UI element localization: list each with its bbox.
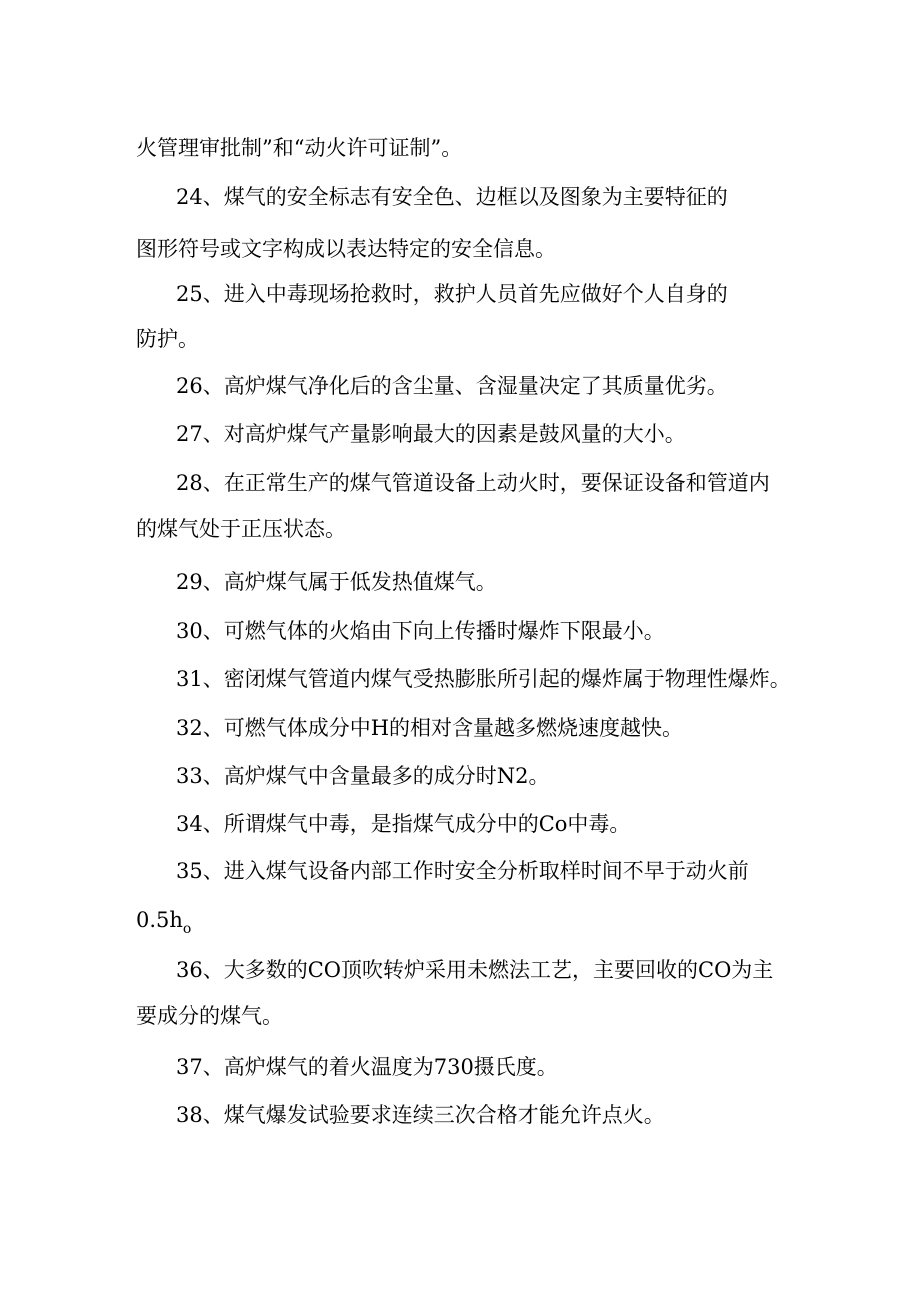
text-line-9: 的煤气处于正压状态。 xyxy=(136,517,346,541)
text-line-1: 火管理审批制”和“动火许可证制”。 xyxy=(136,136,463,160)
text-line-4: 25、进入中毒现场抢救时，救护人员首先应做好个人自身的 xyxy=(176,282,728,306)
text-line-14: 33、高炉煤气中含量最多的成分时N2。 xyxy=(176,764,550,788)
text-line-17-main: 0.5h xyxy=(136,908,183,932)
text-line-11: 30、可燃气体的火焰由下向上传播时爆炸下限最小。 xyxy=(176,619,665,643)
text-line-7: 27、对高炉煤气产量影响最大的因素是鼓风量的大小。 xyxy=(176,422,686,446)
text-line-19: 要成分的煤气。 xyxy=(136,1004,283,1028)
text-line-17 xyxy=(136,906,191,937)
subscript-o: o xyxy=(182,921,192,937)
text-line-13: 32、可燃气体成分中H的相对含量越多燃烧速度越快。 xyxy=(176,716,684,740)
text-line-10: 29、高炉煤气属于低发热值煤气。 xyxy=(176,570,497,594)
text-line-20: 37、高炉煤气的着火温度为730摄氏度。 xyxy=(176,1055,558,1079)
text-line-18: 36、大多数的CO顶吹转炉采用未燃法工艺，主要回收的CO为主 xyxy=(176,958,774,982)
text-line-16: 35、进入煤气设备内部工作时安全分析取样时间不早于动火前 xyxy=(176,859,749,883)
text-line-5: 防护。 xyxy=(136,327,199,351)
text-line-8: 28、在正常生产的煤气管道设备上动火时，要保证设备和管道内 xyxy=(176,471,770,495)
text-line-15: 34、所谓煤气中毒，是指煤气成分中的Co中毒。 xyxy=(176,812,631,836)
text-line-21: 38、煤气爆发试验要求连续三次合格才能允许点火。 xyxy=(176,1103,665,1127)
text-line-12: 31、密闭煤气管道内煤气受热膨胀所引起的爆炸属于物理性爆炸。 xyxy=(176,667,791,691)
text-line-6: 26、高炉煤气净化后的含尘量、含湿量决定了其质量优劣。 xyxy=(176,374,728,398)
text-line-3: 图形符号或文字构成以表达特定的安全信息。 xyxy=(136,237,556,261)
text-line-2: 24、煤气的安全标志有安全色、边框以及图象为主要特征的 xyxy=(176,185,728,209)
